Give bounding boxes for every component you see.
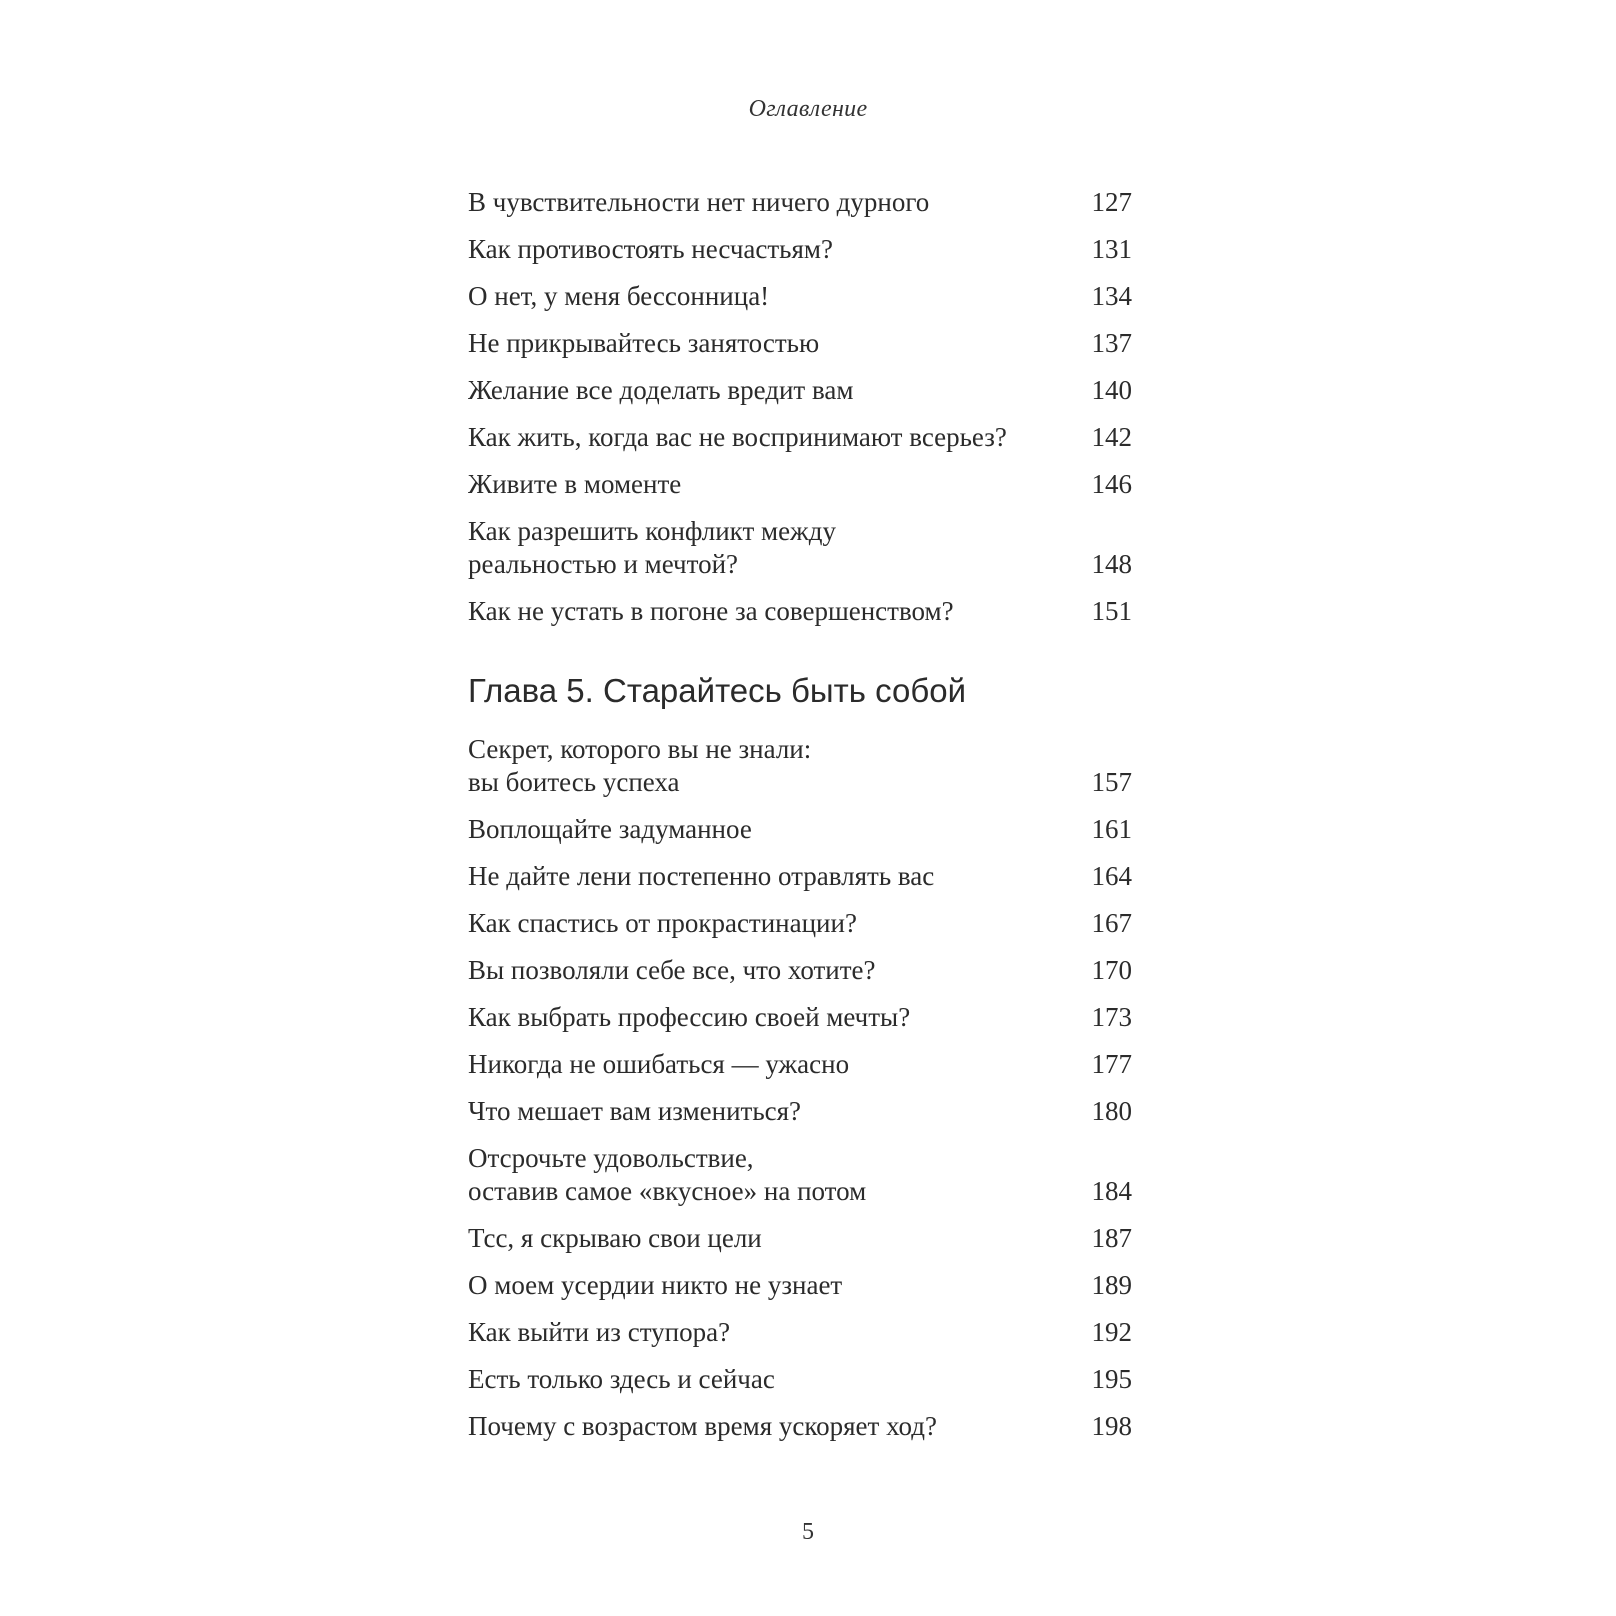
- toc-entry-title: Как выйти из ступора?: [468, 1317, 731, 1347]
- toc-entry-title: Как спастись от прокрастинации?: [468, 908, 857, 938]
- toc-entry: [468, 1048, 1132, 1081]
- toc-entry: [468, 327, 1132, 360]
- toc-entry: [468, 280, 1132, 313]
- toc-entry-title: О нет, у меня бессонница!: [468, 281, 770, 311]
- toc-entry-page-number: 177: [1091, 1049, 1132, 1079]
- toc-entry-title: Как жить, когда вас не воспринимают всерьез?: [468, 422, 1007, 452]
- toc-entry: [468, 1316, 1132, 1349]
- toc-list-chapter-5: [468, 733, 1132, 1457]
- toc-entry-title: О моем усердии никто не узнает: [468, 1270, 843, 1300]
- chapter-heading: Глава 5. Старайтесь быть собой: [468, 672, 967, 709]
- toc-entry: [468, 1269, 1132, 1302]
- toc-entry: [468, 813, 1132, 846]
- toc-entry-title: В чувствительности нет ничего дурного: [468, 187, 930, 217]
- toc-entry-title: Вы позволяли себе все, что хотите?: [468, 955, 876, 985]
- toc-entry-title: Не прикрывайтесь занятостью: [468, 328, 820, 358]
- toc-entry-page-number: 161: [1091, 814, 1132, 844]
- toc-entry-page-number: 131: [1091, 234, 1132, 264]
- toc-entry: [468, 1410, 1132, 1443]
- toc-entry-page-number: 195: [1091, 1364, 1132, 1394]
- toc-entry-title: Как не устать в погоне за совершенством?: [468, 596, 954, 626]
- toc-entry-page-number: 142: [1091, 422, 1132, 452]
- toc-entry: [468, 1142, 1132, 1208]
- toc-entry-page-number: 189: [1091, 1270, 1132, 1300]
- toc-entry-page-number: 148: [1091, 549, 1132, 579]
- toc-entry-title: Как противостоять несчастьям?: [468, 234, 833, 264]
- toc-entry-page-number: 157: [1091, 767, 1132, 797]
- toc-entry-page-number: 134: [1091, 281, 1132, 311]
- toc-entry: [468, 733, 1132, 799]
- toc-entry-page-number: 192: [1091, 1317, 1132, 1347]
- toc-entry: [468, 421, 1132, 454]
- toc-entry-page-number: 187: [1091, 1223, 1132, 1253]
- toc-entry-title: Желание все доделать вредит вам: [468, 375, 854, 405]
- page-number: 5: [802, 1519, 814, 1545]
- toc-entry-title: Как разрешить конфликт между реальностью и мечтой?: [468, 516, 836, 579]
- toc-entry: [468, 1222, 1132, 1255]
- toc-entry-title: Секрет, которого вы не знали: вы боитесь успеха: [468, 734, 812, 797]
- toc-entry: [468, 595, 1132, 628]
- toc-entry-page-number: 137: [1091, 328, 1132, 358]
- toc-entry-title: Что мешает вам измениться?: [468, 1096, 802, 1126]
- toc-entry: [468, 186, 1132, 219]
- toc-entry-page-number: 146: [1091, 469, 1132, 499]
- toc-entry-title: Тсс, я скрываю свои цели: [468, 1223, 762, 1253]
- toc-list-previous-chapter: [468, 186, 1132, 642]
- toc-entry-title: Почему с возрастом время ускоряет ход?: [468, 1411, 937, 1441]
- toc-entry-page-number: 180: [1091, 1096, 1132, 1126]
- toc-entry-title: Как выбрать профессию своей мечты?: [468, 1002, 911, 1032]
- toc-entry: [468, 515, 1132, 581]
- toc-entry: [468, 468, 1132, 501]
- toc-entry-title: Живите в моменте: [468, 469, 682, 499]
- toc-entry: [468, 954, 1132, 987]
- toc-entry-page-number: 167: [1091, 908, 1132, 938]
- toc-entry-title: Не дайте лени постепенно отравлять вас: [468, 861, 935, 891]
- toc-entry-page-number: 127: [1091, 187, 1132, 217]
- toc-entry-page-number: 151: [1091, 596, 1132, 626]
- toc-entry: [468, 1095, 1132, 1128]
- toc-entry-page-number: 184: [1091, 1176, 1132, 1206]
- toc-entry-page-number: 198: [1091, 1411, 1132, 1441]
- toc-entry-title: Отсрочьте удовольствие, оставив самое «вкусное» на потом: [468, 1143, 867, 1206]
- toc-entry-page-number: 140: [1091, 375, 1132, 405]
- toc-entry-page-number: 173: [1091, 1002, 1132, 1032]
- toc-entry: [468, 860, 1132, 893]
- toc-entry: [468, 374, 1132, 407]
- running-head: Оглавление: [748, 96, 868, 122]
- toc-entry-title: Воплощайте задуманное: [468, 814, 752, 844]
- toc-entry-title: Есть только здесь и сейчас: [468, 1364, 775, 1394]
- toc-entry: [468, 1001, 1132, 1034]
- toc-entry-page-number: 164: [1091, 861, 1132, 891]
- toc-entry: [468, 907, 1132, 940]
- toc-entry: [468, 233, 1132, 266]
- toc-entry-page-number: 170: [1091, 955, 1132, 985]
- toc-entry: [468, 1363, 1132, 1396]
- toc-entry-title: Никогда не ошибаться — ужасно: [468, 1049, 850, 1079]
